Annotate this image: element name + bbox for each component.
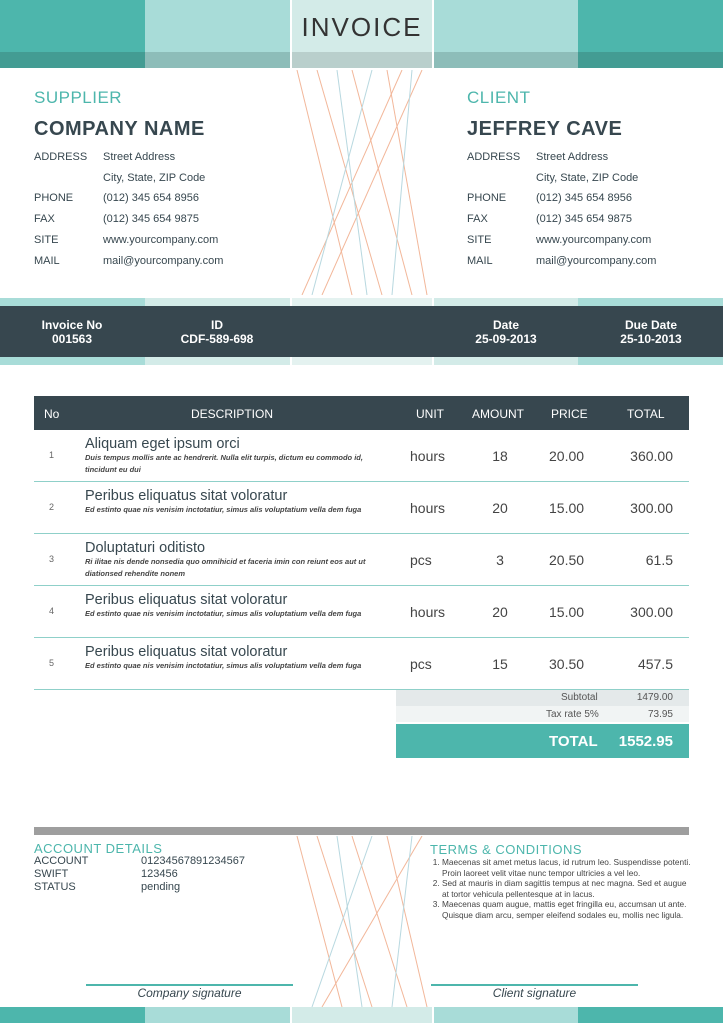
row-number: 2: [49, 502, 55, 512]
invoice-date: 25-09-2013: [475, 332, 537, 346]
swift-code: 123456: [141, 868, 178, 880]
label: MAIL: [34, 254, 60, 267]
item-description: Ri ilitae nis dende nonsedia quo omnihicid et faceria imin con reiunt eos aut ut diationsed rehendite nonem: [85, 557, 366, 578]
invoice-meta-bar: [0, 306, 723, 357]
row-number: 3: [49, 554, 55, 564]
client-address: Street Address: [536, 151, 609, 163]
item-price: 15.00: [549, 500, 585, 516]
supplier-block: [34, 88, 223, 271]
payment-status: pending: [141, 881, 181, 893]
supplier-name: COMPANY NAME: [34, 118, 205, 140]
item-unit: hours: [410, 448, 446, 464]
col-unit: UNIT: [416, 407, 444, 421]
company-signature: Company signature: [86, 984, 293, 1000]
total-row: [396, 724, 689, 758]
col-description: DESCRIPTION: [191, 407, 274, 421]
total-value: 1552.95: [618, 733, 673, 750]
col-total: TOTAL: [627, 407, 665, 421]
item-unit: hours: [410, 604, 446, 620]
due-date: 25-10-2013: [620, 332, 682, 346]
item-description: Ed estinto quae nis venisim inctotatiur, simus alis voluptatium vella dem fuga: [85, 505, 362, 514]
due-date-label: Due Date: [624, 318, 677, 332]
supplier-fax: (012) 345 654 9875: [103, 213, 200, 226]
item-title: Aliquam eget ipsum orci: [85, 436, 240, 452]
account-number: 01234567891234567: [141, 855, 246, 867]
client-name: JEFFREY CAVE: [467, 118, 623, 140]
label: SWIFT: [34, 868, 69, 880]
col-amount: AMOUNT: [472, 407, 524, 421]
item-total: 360.00: [630, 448, 673, 464]
header-band: [0, 0, 145, 68]
label: MAIL: [467, 254, 493, 267]
subtotal-row: [396, 690, 689, 706]
row-number: 5: [49, 658, 55, 668]
decorative-lines: [292, 70, 432, 295]
label: ACCOUNT: [34, 855, 89, 867]
item-amount: 15: [492, 656, 508, 672]
col-price: PRICE: [551, 407, 588, 421]
client-site: www.yourcompany.com: [536, 233, 652, 246]
item-price: 30.50: [549, 656, 585, 672]
item-unit: pcs: [410, 656, 432, 672]
item-price: 15.00: [549, 604, 585, 620]
invoice-no-label: Invoice No: [41, 318, 103, 332]
header-band: [434, 0, 578, 68]
table-row: [34, 482, 689, 534]
account-heading: ACCOUNT DETAILS: [34, 841, 163, 856]
header-band: [145, 0, 290, 68]
supplier-phone: (012) 345 654 8956: [103, 192, 200, 205]
item-title: Peribus eliquatus sitat voloratur: [85, 644, 288, 660]
item-title: Peribus eliquatus sitat voloratur: [85, 592, 288, 608]
header-band: [578, 0, 723, 68]
subtotal-label: Subtotal: [561, 692, 598, 703]
supplier-site: www.yourcompany.com: [103, 233, 219, 246]
supplier-city: City, State, ZIP Code: [103, 171, 206, 184]
supplier-heading: SUPPLIER: [34, 88, 123, 107]
account-details: [34, 842, 245, 894]
row-number: 1: [49, 450, 55, 460]
label: FAX: [34, 213, 55, 226]
client-phone: (012) 345 654 8956: [536, 192, 633, 205]
item-description: Ed estinto quae nis venisim inctotatiur, simus alis voluptatium vella dem fuga: [85, 661, 362, 670]
item-unit: pcs: [410, 552, 432, 568]
divider: [34, 827, 689, 835]
term-item: 3. Maecenas quam augue, mattis eget fringilla eu, accumsan ut ante. Quisque diam arcu, semper eleifend sodales eu, mollis nec ligula.: [442, 899, 692, 920]
date-label: Date: [492, 318, 519, 332]
decorative-lines: [292, 836, 432, 1007]
item-price: 20.50: [549, 552, 585, 568]
client-fax: (012) 345 654 9875: [536, 213, 633, 226]
label: FAX: [467, 213, 488, 226]
label: PHONE: [467, 192, 507, 205]
client-mail: mail@yourcompany.com: [536, 254, 657, 267]
item-total: 300.00: [630, 500, 673, 516]
supplier-address: Street Address: [103, 151, 176, 163]
label: ADDRESS: [34, 151, 88, 163]
item-price: 20.00: [549, 448, 585, 464]
item-total: 300.00: [630, 604, 673, 620]
invoice-id: CDF-589-698: [180, 332, 254, 346]
item-amount: 3: [496, 552, 504, 568]
client-block: [467, 88, 656, 271]
terms-conditions: [430, 842, 692, 920]
client-city: City, State, ZIP Code: [536, 171, 639, 184]
table-row: [34, 586, 689, 638]
item-total: 61.5: [645, 552, 673, 568]
label: SITE: [467, 233, 492, 246]
item-amount: 20: [492, 500, 508, 516]
terms-heading: TERMS & CONDITIONS: [430, 842, 583, 857]
label: ADDRESS: [467, 151, 521, 163]
label: PHONE: [34, 192, 74, 205]
table-header: [34, 396, 689, 430]
id-label: ID: [211, 318, 223, 332]
table-row: [34, 638, 689, 690]
item-title: Peribus eliquatus sitat voloratur: [85, 488, 288, 504]
total-label: TOTAL: [549, 733, 598, 750]
item-title: Doluptaturi oditisto: [85, 540, 206, 556]
client-signature: Client signature: [431, 984, 638, 1000]
item-unit: hours: [410, 500, 446, 516]
label: STATUS: [34, 881, 76, 893]
item-total: 457.5: [637, 656, 673, 672]
term-item: 2. Sed at mauris in diam sagittis tempus at nec magna. Sed et augue at tortor vehicula pellentesque at in lacus.: [442, 878, 692, 899]
supplier-mail: mail@yourcompany.com: [103, 254, 224, 267]
col-no: No: [44, 407, 60, 421]
tax-label: Tax rate 5%: [546, 709, 599, 720]
term-item: 1. Maecenas sit amet metus lacus, id rutrum leo. Suspendisse potenti. Proin laoreet velit vitae nunc tempor ultricies a vel leo.: [442, 857, 692, 878]
client-heading: CLIENT: [467, 88, 531, 107]
tax-value: 73.95: [647, 709, 673, 720]
item-description: Duis tempus mollis ante ac hendrerit. Nulla elit turpis, dictum eu commodo id, tincidunt eu dui: [85, 453, 363, 474]
label: SITE: [34, 233, 59, 246]
invoice-title: INVOICE: [301, 12, 423, 42]
table-row: [34, 430, 689, 482]
item-description: Ed estinto quae nis venisim inctotatiur, simus alis voluptatium vella dem fuga: [85, 609, 362, 618]
table-row: [34, 534, 689, 586]
tax-row: [396, 706, 689, 722]
invoice-no: 001563: [51, 332, 93, 346]
subtotal-value: 1479.00: [636, 692, 673, 703]
item-amount: 18: [492, 448, 508, 464]
item-amount: 20: [492, 604, 508, 620]
row-number: 4: [49, 606, 55, 616]
